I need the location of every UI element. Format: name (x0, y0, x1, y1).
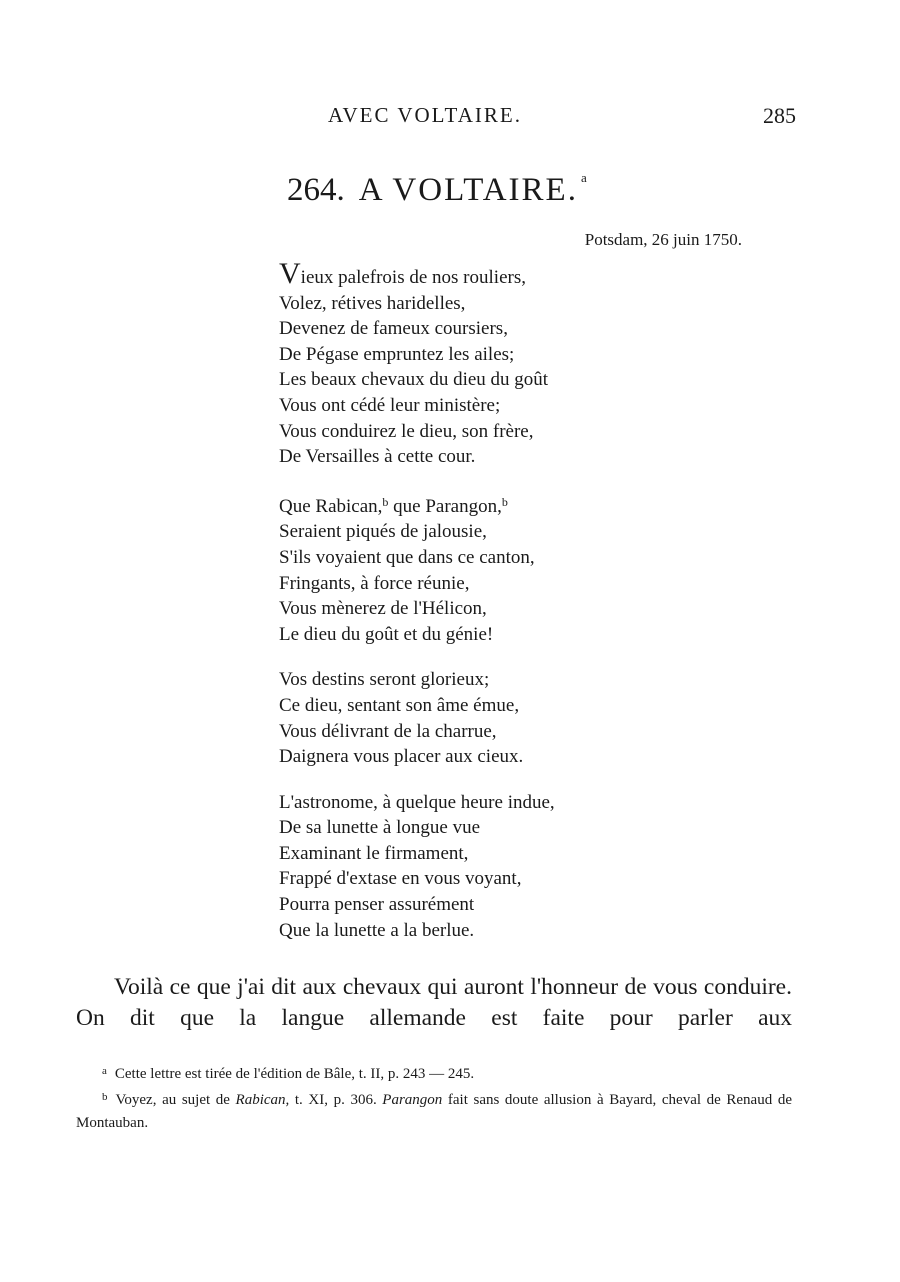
verse-line: Vous mènerez de l'Hélicon, (279, 598, 487, 620)
stanza-4 (279, 790, 719, 944)
verse-line: Que la lunette a la berlue. (279, 919, 475, 941)
letter-title: A VOLTAIRE. (358, 172, 578, 208)
stanza-3 (279, 667, 719, 769)
verse-line: De sa lunette à longue vue (279, 817, 481, 839)
verse-line: Daignera vous placer aux cieux. (279, 746, 524, 768)
verse-line: S'ils voyaient que dans ce canton, (279, 546, 535, 568)
verse-line: Frappé d'extase en vous voyant, (279, 868, 522, 890)
footnote-b: $^b$ Voyez, au sujet de Rabican, t. XI, p. 306. Parangon fait sans doute allusion à Bayard, cheval de Renaud de Montauban. (76, 1091, 792, 1131)
verse-line: De Versailles à cette cour. (279, 446, 476, 468)
footnote-mark: a (102, 1065, 107, 1077)
letter-heading (287, 170, 587, 209)
running-head (80, 100, 796, 130)
running-title: AVEC VOLTAIRE. (328, 103, 522, 127)
verse-line: Vos destins seront glorieux; (279, 669, 490, 691)
verse-line: De Pégase empruntez les ailes; (279, 343, 515, 365)
footnote-mark: b (501, 494, 508, 509)
stanza-2 (279, 490, 719, 648)
verse-line: Vous délivrant de la charrue, (279, 720, 497, 742)
verse-line: Seraient piqués de jalousie, (279, 521, 487, 543)
verse-line: L'astronome, à quelque heure indue, (279, 791, 555, 813)
verse-line: Le dieu du goût et du génie! (279, 623, 494, 645)
initial-letter: V (279, 257, 301, 290)
title-footnote-mark: a (580, 170, 587, 185)
verse-line: Vieux palefrois de nos rouliers, (279, 257, 526, 290)
verse-line: Que Rabican,$^b$ que Parangon,$^b$ (279, 494, 508, 517)
prose-paragraph: Voilà ce que j'ai dit aux chevaux qui auront l'honneur de vous conduire. On dit que la langue allemande est faite pour parler aux (76, 974, 792, 1031)
footnotes (76, 1060, 792, 1135)
verse-line: Fringants, à force réunie, (279, 572, 470, 594)
prose-text (76, 972, 792, 1034)
page-number: 285 (763, 103, 796, 128)
verse-line: Vous ont cédé leur ministère; (279, 394, 501, 416)
footnote-mark: b (102, 1091, 108, 1103)
verse-line: Examinant le firmament, (279, 842, 469, 864)
verse-line: Devenez de fameux coursiers, (279, 318, 508, 340)
footnote-mark: b (382, 494, 389, 509)
verse-line: Vous conduirez le dieu, son frère, (279, 420, 534, 442)
dateline: Potsdam, 26 juin 1750. (584, 230, 742, 249)
poem (279, 257, 719, 963)
footnote-a: $^a$ Cette lettre est tirée de l'édition de Bâle, t. II, p. 243 — 245. (102, 1065, 475, 1082)
stanza-1 (279, 257, 719, 470)
verse-line: Ce dieu, sentant son âme émue, (279, 694, 520, 716)
verse-line: Volez, rétives haridelles, (279, 292, 466, 314)
verse-line: Les beaux chevaux du dieu du goût (279, 369, 549, 391)
letter-number: 264. (287, 172, 345, 208)
verse-line: Pourra penser assurément (279, 894, 475, 916)
